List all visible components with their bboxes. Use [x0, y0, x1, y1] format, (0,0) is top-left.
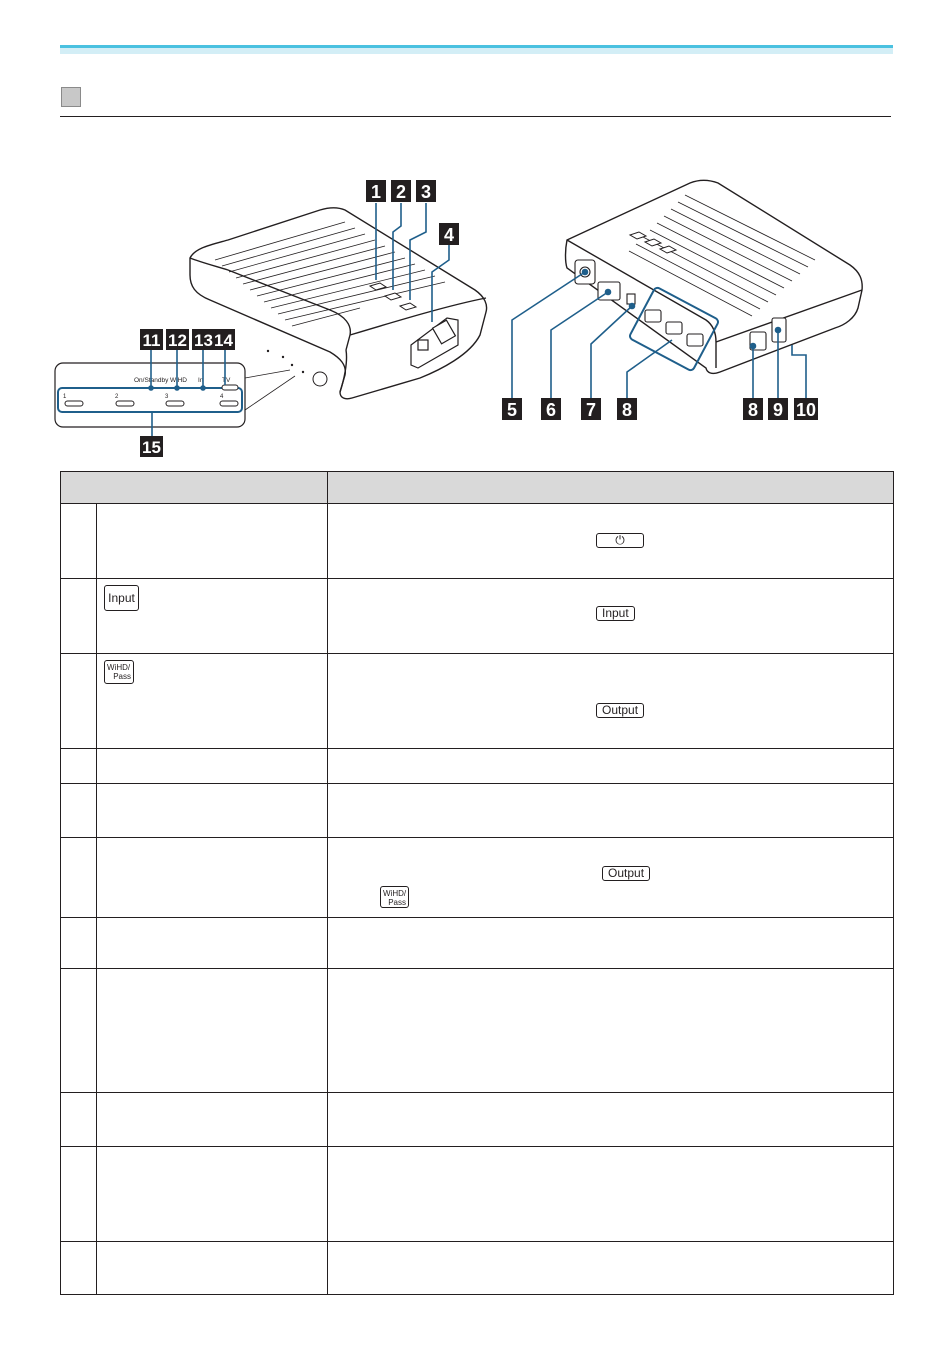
row-name-cell	[97, 1147, 328, 1242]
indicator-label-wihd: WiHD	[170, 377, 187, 384]
indicator-inset	[55, 363, 295, 427]
table-header-function	[328, 472, 894, 504]
row-number-cell	[61, 1242, 97, 1295]
indicator-label-on-standby: On/Standby	[134, 377, 169, 384]
row-function-cell	[328, 1147, 894, 1242]
callout-13: 13	[194, 331, 213, 350]
table-row	[61, 1093, 894, 1147]
indicator-number-3: 3	[165, 394, 169, 400]
row-function-cell	[328, 654, 894, 749]
row-name-cell	[97, 504, 328, 579]
table-row	[61, 1242, 894, 1295]
input-key: Input	[104, 585, 139, 611]
row-function-cell	[328, 838, 894, 918]
row-number-cell	[61, 504, 97, 579]
wihd-pass-key: WiHD/ Pass	[104, 660, 134, 684]
row-name-cell	[97, 654, 328, 749]
row-number-cell	[61, 654, 97, 749]
callout-1: 1	[370, 182, 382, 202]
table-row	[61, 579, 894, 654]
row-name-cell	[97, 1242, 328, 1295]
front-indicator-dots	[267, 350, 304, 373]
indicator-label-tv: TV	[222, 377, 231, 384]
table-header-name	[61, 472, 328, 504]
wihd-pass-key-inline: WiHD/ Pass	[380, 886, 409, 908]
row-function-cell	[328, 1093, 894, 1147]
row-name-cell	[97, 838, 328, 918]
callout-8b: 8	[747, 400, 759, 420]
table-row	[61, 784, 894, 838]
table-row	[61, 838, 894, 918]
indicator-number-4: 4	[220, 394, 224, 400]
parts-table	[60, 471, 894, 1295]
rear-top-buttons	[630, 232, 676, 253]
front-receiver	[313, 372, 327, 386]
row-number-cell	[61, 1093, 97, 1147]
row-name-cell	[97, 749, 328, 784]
table-row	[61, 1147, 894, 1242]
device-illustration	[0, 0, 950, 470]
row-function-cell	[328, 504, 894, 579]
callout-4: 4	[443, 225, 455, 245]
output-key-inline: Output	[602, 866, 650, 881]
row-name-cell	[97, 1093, 328, 1147]
callout-7: 7	[585, 400, 597, 420]
row-name-cell	[97, 784, 328, 838]
callout-6: 6	[545, 400, 557, 420]
row-function-cell	[328, 784, 894, 838]
callout-11: 11	[142, 331, 161, 350]
row-function-cell	[328, 749, 894, 784]
power-key: ⏻	[596, 533, 644, 548]
row-number-cell	[61, 969, 97, 1093]
row-number-cell	[61, 918, 97, 969]
row-function-cell	[328, 969, 894, 1093]
table-header-row	[61, 472, 894, 504]
callout-9: 9	[772, 400, 784, 420]
input-key-inline: Input	[596, 606, 635, 621]
row-number-cell	[61, 579, 97, 654]
row-name-cell	[97, 969, 328, 1093]
callout-15: 15	[142, 438, 161, 457]
callout-10: 10	[795, 400, 817, 420]
indicator-number-1: 1	[63, 394, 67, 400]
callout-14: 14	[214, 331, 233, 350]
callout-5: 5	[506, 400, 518, 420]
table-row	[61, 654, 894, 749]
callout-8a: 8	[621, 400, 633, 420]
indicator-number-2: 2	[115, 394, 119, 400]
row-function-cell	[328, 579, 894, 654]
callout-3: 3	[420, 182, 432, 202]
table-row	[61, 918, 894, 969]
row-number-cell	[61, 838, 97, 918]
row-function-cell	[328, 1242, 894, 1295]
callout-2: 2	[395, 182, 407, 202]
row-function-cell	[328, 918, 894, 969]
row-number-cell	[61, 1147, 97, 1242]
output-key-inline: Output	[596, 703, 644, 718]
table-row	[61, 749, 894, 784]
rear-vents	[629, 195, 815, 316]
row-number-cell	[61, 749, 97, 784]
front-side-panel	[411, 318, 458, 368]
row-number-cell	[61, 784, 97, 838]
indicator-label-in: In	[198, 377, 204, 384]
callout-12: 12	[168, 331, 187, 350]
row-name-cell	[97, 579, 328, 654]
table-row	[61, 969, 894, 1093]
table-row	[61, 504, 894, 579]
row-name-cell	[97, 918, 328, 969]
